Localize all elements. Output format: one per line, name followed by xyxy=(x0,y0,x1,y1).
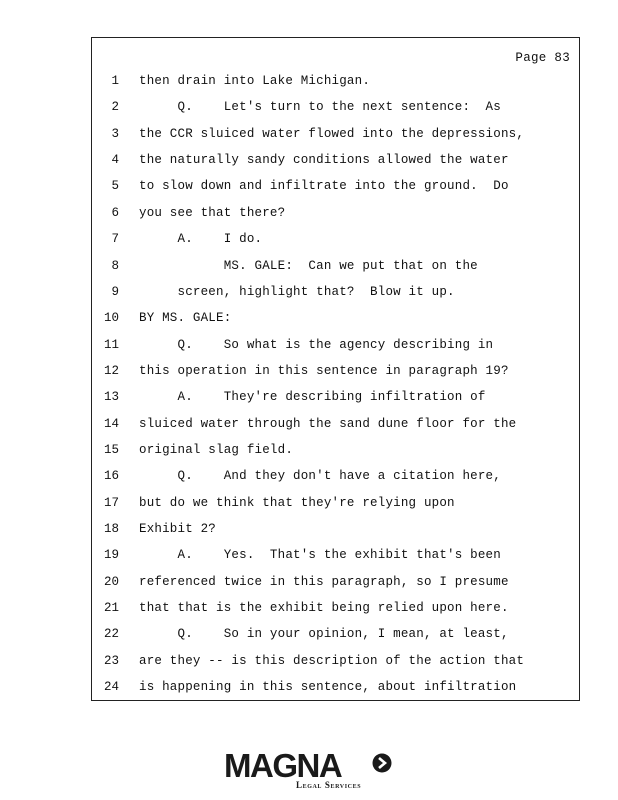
transcript-line xyxy=(92,335,579,355)
transcript-page xyxy=(91,37,580,701)
line-number: 16 xyxy=(103,469,119,483)
line-number: 18 xyxy=(103,522,119,536)
line-number: 22 xyxy=(103,627,119,641)
line-text: but do we think that they're relying upon xyxy=(139,496,455,510)
arrow-circle-icon xyxy=(372,753,392,773)
line-text: Q. And they don't have a citation here, xyxy=(139,469,501,483)
transcript-line xyxy=(92,282,579,302)
line-text: BY MS. GALE: xyxy=(139,311,232,325)
transcript-line xyxy=(92,308,579,328)
line-text: Exhibit 2? xyxy=(139,522,217,536)
line-text: is happening in this sentence, about infiltration xyxy=(139,680,517,694)
line-number: 7 xyxy=(111,232,119,246)
line-text: then drain into Lake Michigan. xyxy=(139,74,371,88)
line-text: A. Yes. That's the exhibit that's been xyxy=(139,548,501,562)
line-number: 9 xyxy=(111,285,119,299)
line-text: sluiced water through the sand dune floor for the xyxy=(139,417,517,431)
logo-tagline: Legal Services xyxy=(296,780,362,790)
transcript-line xyxy=(92,71,579,91)
line-number: 1 xyxy=(111,74,119,88)
transcript-line xyxy=(92,624,579,644)
line-number: 13 xyxy=(103,390,119,404)
line-number: 23 xyxy=(103,654,119,668)
transcript-line xyxy=(92,598,579,618)
line-number: 14 xyxy=(103,417,119,431)
line-number: 3 xyxy=(111,127,119,141)
line-text: A. They're describing infiltration of xyxy=(139,390,486,404)
line-text: referenced twice in this paragraph, so I presume xyxy=(139,575,509,589)
line-text: MS. GALE: Can we put that on the xyxy=(139,259,478,273)
line-text: are they -- is this description of the action that xyxy=(139,654,525,668)
transcript-line xyxy=(92,414,579,434)
transcript-line xyxy=(92,572,579,592)
line-number: 2 xyxy=(111,100,119,114)
line-text: that that is the exhibit being relied upon here. xyxy=(139,601,509,615)
line-text: original slag field. xyxy=(139,443,294,457)
transcript-line xyxy=(92,519,579,539)
transcript-line xyxy=(92,677,579,697)
transcript-line xyxy=(92,387,579,407)
transcript-line xyxy=(92,651,579,671)
line-text: Q. Let's turn to the next sentence: As xyxy=(139,100,501,114)
line-number: 11 xyxy=(103,338,119,352)
line-number: 8 xyxy=(111,259,119,273)
transcript-line xyxy=(92,229,579,249)
line-text: A. I do. xyxy=(139,232,263,246)
line-text: screen, highlight that? Blow it up. xyxy=(139,285,455,299)
line-number: 19 xyxy=(103,548,119,562)
line-number: 10 xyxy=(103,311,119,325)
line-number: 4 xyxy=(111,153,119,167)
line-text: Q. So what is the agency describing in xyxy=(139,338,494,352)
transcript-line xyxy=(92,124,579,144)
line-number: 12 xyxy=(103,364,119,378)
transcript-line xyxy=(92,545,579,565)
transcript-line xyxy=(92,466,579,486)
line-number: 17 xyxy=(103,496,119,510)
line-text: you see that there? xyxy=(139,206,286,220)
page-number: Page 83 xyxy=(515,51,570,65)
line-number: 24 xyxy=(103,680,119,694)
line-number: 21 xyxy=(103,601,119,615)
transcript-line xyxy=(92,176,579,196)
line-text: to slow down and infiltrate into the ground. Do xyxy=(139,179,509,193)
transcript-line xyxy=(92,150,579,170)
line-number: 6 xyxy=(111,206,119,220)
line-text: this operation in this sentence in paragraph 19? xyxy=(139,364,509,378)
transcript-line xyxy=(92,97,579,117)
magna-logo xyxy=(224,748,396,792)
transcript-line xyxy=(92,440,579,460)
transcript-line xyxy=(92,493,579,513)
line-number: 15 xyxy=(103,443,119,457)
transcript-line xyxy=(92,361,579,381)
line-number: 20 xyxy=(103,575,119,589)
line-text: the CCR sluiced water flowed into the depressions, xyxy=(139,127,525,141)
line-text: Q. So in your opinion, I mean, at least, xyxy=(139,627,509,641)
line-number: 5 xyxy=(111,179,119,193)
transcript-line xyxy=(92,203,579,223)
transcript-line xyxy=(92,256,579,276)
line-text: the naturally sandy conditions allowed the water xyxy=(139,153,509,167)
logo-wordmark: MAGNA xyxy=(224,747,342,784)
